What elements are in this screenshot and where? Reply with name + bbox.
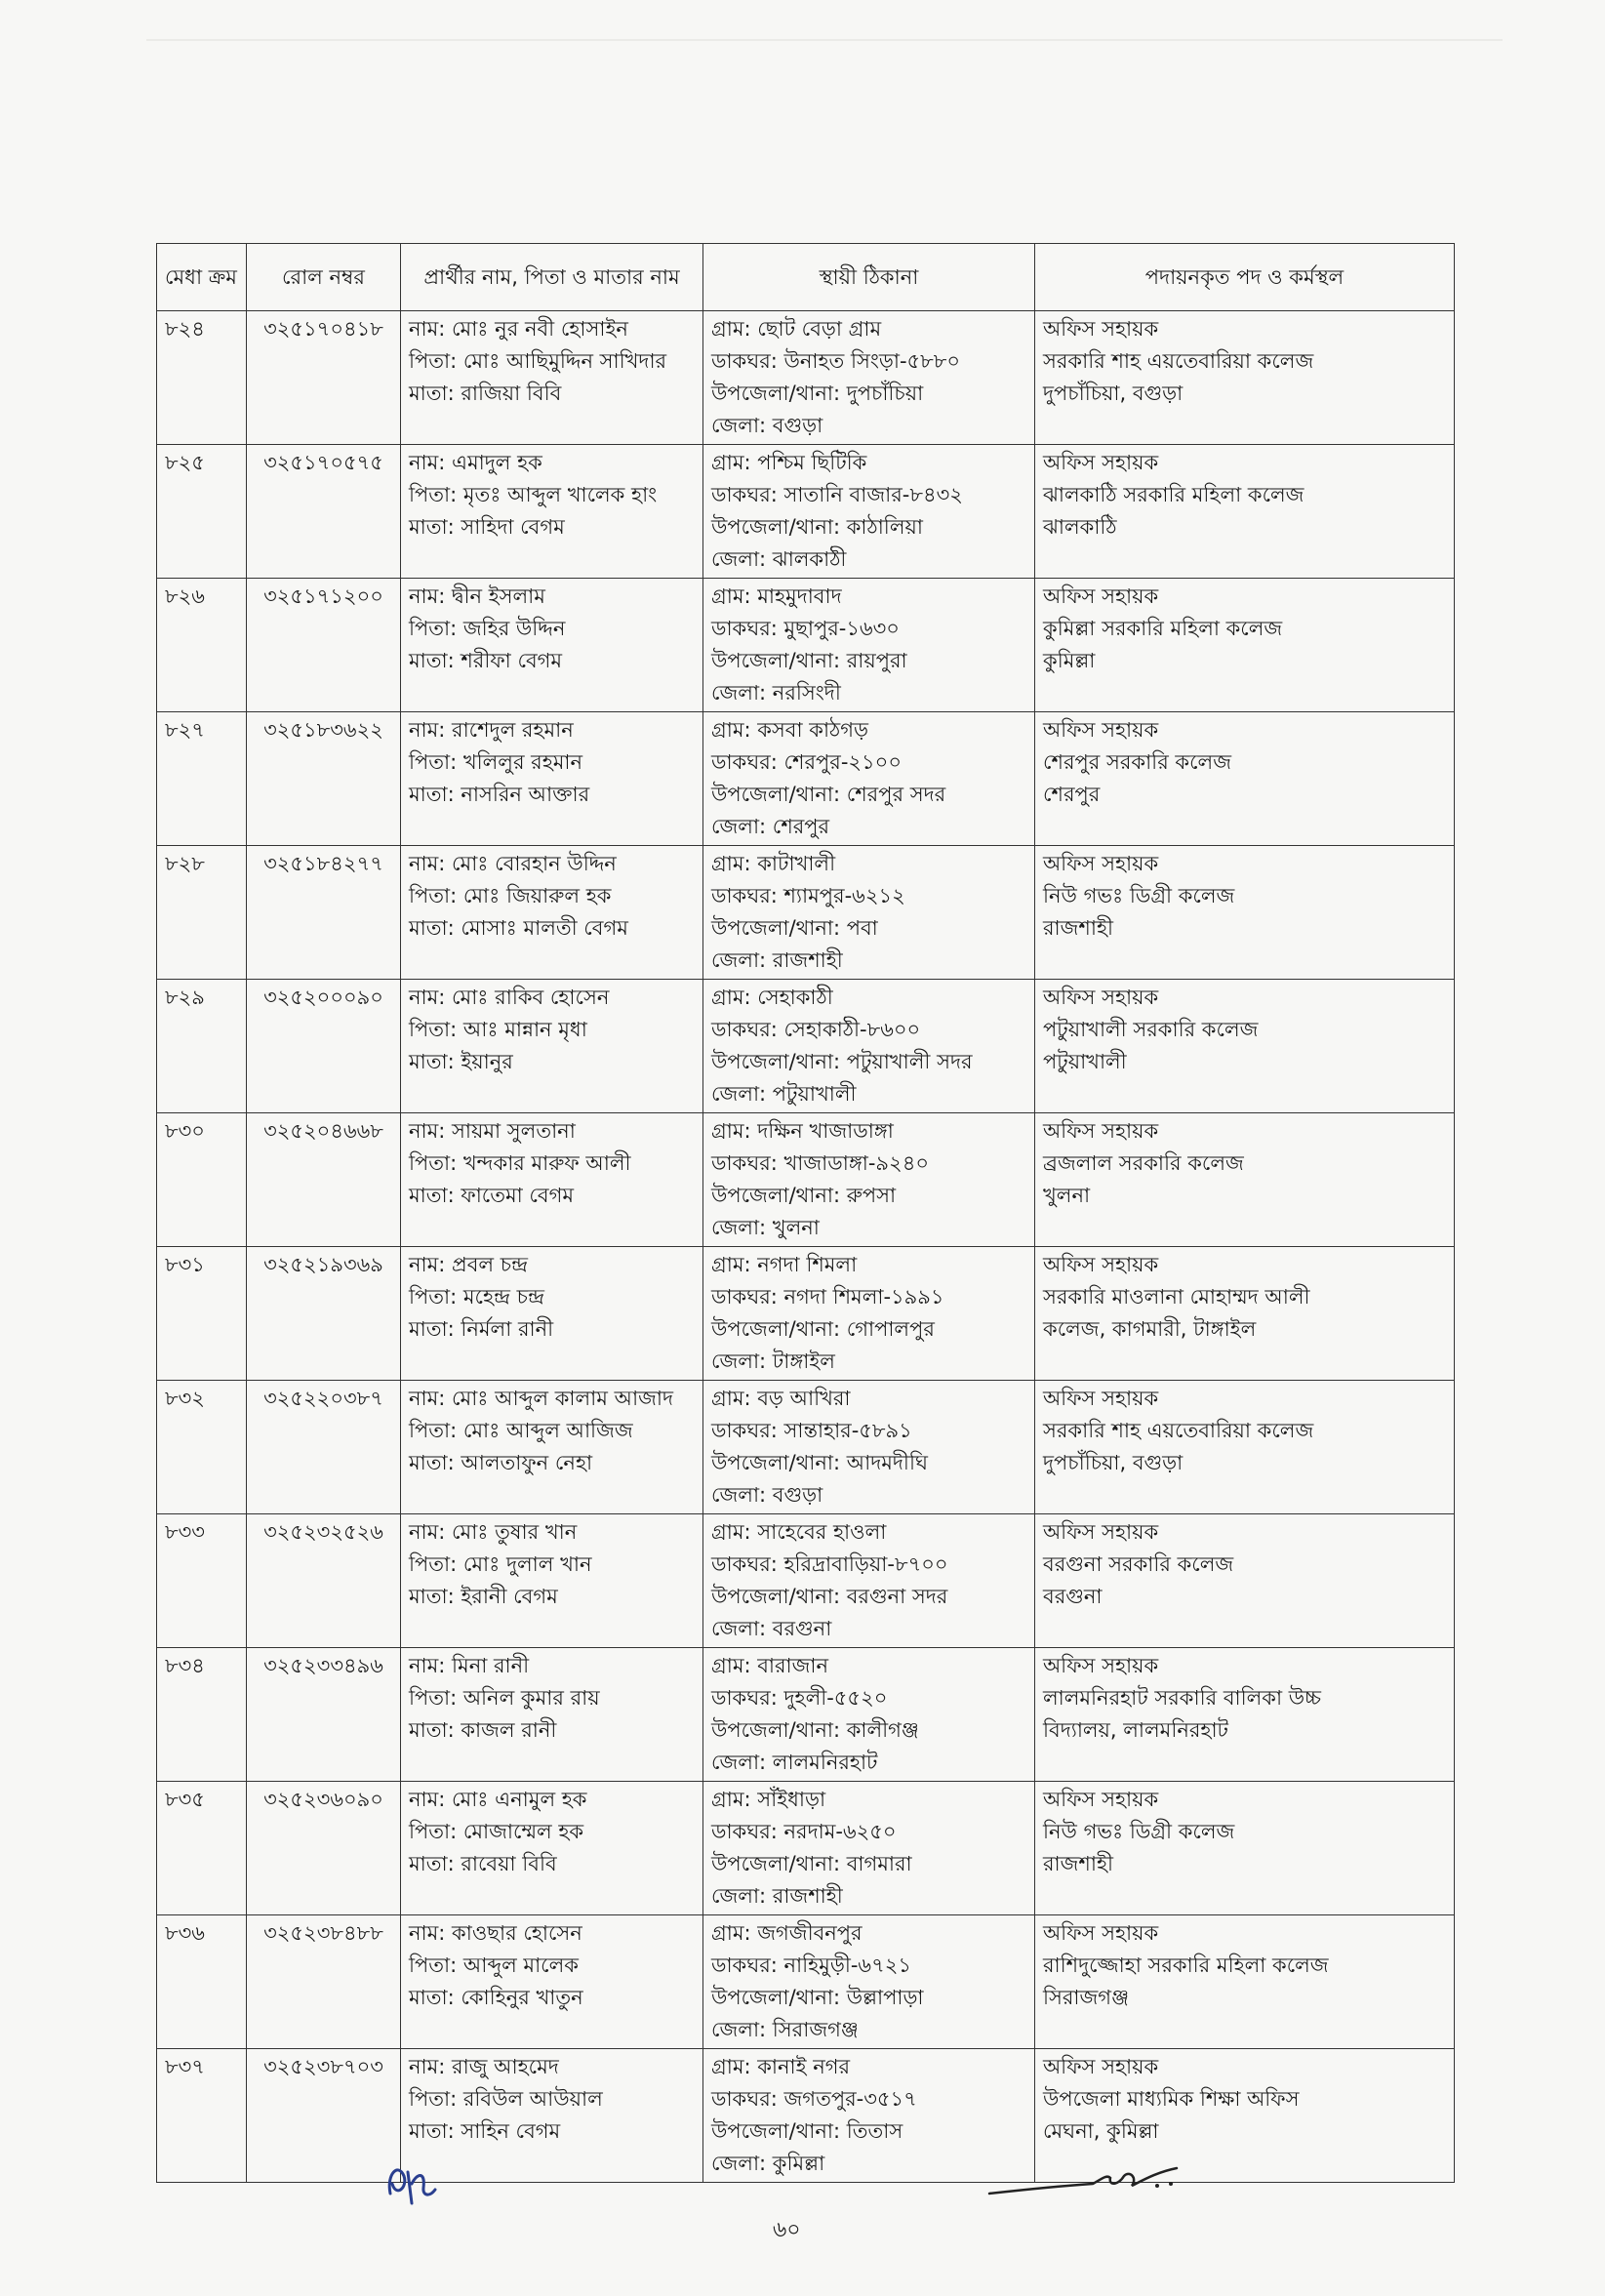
- roll-number-cell: ৩২৫২৩৬০৯০: [247, 1782, 401, 1915]
- permanent-address-line: ডাকঘর: সেহাকাঠী-৮৬০০: [711, 1018, 921, 1041]
- permanent-address-line: ডাকঘর: শেরপুর-২১০০: [711, 750, 902, 774]
- roll-number-cell: ৩২৫১৮৩৬২২: [247, 712, 401, 846]
- table-row: [157, 846, 1455, 980]
- posting-cell: [1035, 445, 1455, 579]
- posting-line: অফিস সহায়ক: [1043, 2055, 1159, 2078]
- candidate-name-line: নাম: সায়মা সুলতানা: [409, 1119, 576, 1143]
- candidate-name-line: পিতা: মোজাম্মেল হক: [409, 1820, 584, 1843]
- candidate-name-line: পিতা: খন্দকার মারুফ আলী: [409, 1151, 631, 1175]
- permanent-address-line: জেলা: রাজশাহী: [711, 948, 843, 972]
- posting-line: ঝালকাঠি সরকারি মহিলা কলেজ: [1043, 483, 1304, 506]
- permanent-address-line: উপজেলা/থানা: পটুয়াখালী সদর: [711, 1050, 973, 1073]
- permanent-address-line: জেলা: কুমিল্লা: [711, 2152, 825, 2175]
- signature-icon: [985, 2156, 1200, 2205]
- merit-serial-cell: ৮২৬: [157, 579, 247, 712]
- candidate-name-cell: [401, 846, 703, 980]
- posting-cell: [1035, 1915, 1455, 2049]
- candidate-name-cell: [401, 1514, 703, 1648]
- permanent-address-line: গ্রাম: দক্ষিন খাজাডাঙ্গা: [711, 1119, 894, 1143]
- candidate-name-line: নাম: মোঃ এনামুল হক: [409, 1788, 587, 1811]
- candidate-name-line: পিতা: আব্দুল মালেক: [409, 1954, 579, 1977]
- merit-serial-cell: ৮২৫: [157, 445, 247, 579]
- permanent-address-line: উপজেলা/থানা: গোপালপুর: [711, 1317, 935, 1341]
- permanent-address-line: জেলা: বগুড়া: [711, 1483, 823, 1507]
- posting-line: কুমিল্লা: [1043, 649, 1096, 672]
- posting-line: দুপচাঁচিয়া, বগুড়া: [1043, 382, 1184, 405]
- posting-line: উপজেলা মাধ্যমিক শিক্ষা অফিস: [1043, 2087, 1300, 2111]
- permanent-address-cell: [703, 445, 1035, 579]
- merit-serial-cell: ৮৩৫: [157, 1782, 247, 1915]
- roll-number-cell: ৩২৫২৩৮৭০৩: [247, 2049, 401, 2183]
- header-serial: মেধা ক্রম: [157, 244, 247, 311]
- merit-serial-cell: ৮৩২: [157, 1381, 247, 1514]
- posting-line: রাজশাহী: [1043, 1852, 1113, 1875]
- posting-cell: [1035, 1381, 1455, 1514]
- permanent-address-cell: [703, 1247, 1035, 1381]
- candidate-name-line: মাতা: নাসরিন আক্তার: [409, 783, 590, 806]
- candidate-name-cell: [401, 980, 703, 1113]
- roll-number-cell: ৩২৫২২০৩৮৭: [247, 1381, 401, 1514]
- permanent-address-line: ডাকঘর: নগদা শিমলা-১৯৯১: [711, 1285, 944, 1309]
- candidate-name-cell: [401, 712, 703, 846]
- candidate-name-cell: [401, 579, 703, 712]
- permanent-address-line: গ্রাম: সাঁইধাড়া: [711, 1788, 826, 1811]
- roll-number-cell: ৩২৫১৮৪২৭৭: [247, 846, 401, 980]
- candidate-name-line: নাম: রাজু আহমেদ: [409, 2055, 559, 2078]
- posting-cell: [1035, 1648, 1455, 1782]
- roll-number-cell: ৩২৫২৩২৫২৬: [247, 1514, 401, 1648]
- candidate-name-line: পিতা: মোঃ আব্দুল আজিজ: [409, 1419, 633, 1442]
- candidate-name-line: পিতা: মোঃ দুলাল খান: [409, 1552, 592, 1576]
- posting-line: বরগুনা সরকারি কলেজ: [1043, 1552, 1234, 1576]
- roll-number-cell: ৩২৫২৩৮৪৮৮: [247, 1915, 401, 2049]
- permanent-address-line: জেলা: সিরাজগঞ্জ: [711, 2018, 859, 2041]
- candidate-name-line: পিতা: খলিলুর রহমান: [409, 750, 583, 774]
- permanent-address-line: ডাকঘর: হরিদ্রাবাড়িয়া-৮৭০০: [711, 1552, 948, 1576]
- permanent-address-cell: [703, 1514, 1035, 1648]
- posting-cell: [1035, 1514, 1455, 1648]
- candidate-name-line: পিতা: অনিল কুমার রায়: [409, 1686, 600, 1710]
- permanent-address-line: গ্রাম: বড় আখিরা: [711, 1387, 851, 1410]
- roll-number-cell: ৩২৫২০০০৯০: [247, 980, 401, 1113]
- permanent-address-line: ডাকঘর: সাতানি বাজার-৮৪৩২: [711, 483, 963, 506]
- candidate-name-line: মাতা: শরীফা বেগম: [409, 649, 563, 672]
- page-number: ৬০: [773, 2218, 801, 2242]
- header-posting: পদায়নকৃত পদ ও কর্মস্থল: [1035, 244, 1455, 311]
- posting-line: কুমিল্লা সরকারি মহিলা কলেজ: [1043, 617, 1283, 640]
- table-row: [157, 1648, 1455, 1782]
- permanent-address-line: গ্রাম: পশ্চিম ছিটিকি: [711, 451, 867, 474]
- table-body: [157, 311, 1455, 2183]
- permanent-address-line: গ্রাম: কানাই নগর: [711, 2055, 851, 2078]
- merit-serial-cell: ৮৩৪: [157, 1648, 247, 1782]
- table-row: [157, 1915, 1455, 2049]
- posting-cell: [1035, 311, 1455, 445]
- candidate-name-cell: [401, 1915, 703, 2049]
- permanent-address-line: গ্রাম: বারাজান: [711, 1654, 829, 1677]
- candidate-name-line: মাতা: সাহিন বেগম: [409, 2119, 561, 2143]
- posting-line: অফিস সহায়ক: [1043, 1788, 1159, 1811]
- permanent-address-line: জেলা: নরসিংদী: [711, 681, 841, 705]
- table-row: [157, 1782, 1455, 1915]
- candidate-name-line: মাতা: রাবেয়া বিবি: [409, 1852, 557, 1875]
- candidate-name-line: মাতা: ইরানী বেগম: [409, 1585, 558, 1608]
- posting-line: লালমনিরহাট সরকারি বালিকা উচ্চ: [1043, 1686, 1321, 1710]
- permanent-address-line: জেলা: রাজশাহী: [711, 1884, 843, 1908]
- posting-line: অফিস সহায়ক: [1043, 1921, 1159, 1945]
- candidate-name-cell: [401, 311, 703, 445]
- permanent-address-line: ডাকঘর: নাহিমুড়ী-৬৭২১: [711, 1954, 912, 1977]
- roll-number-cell: ৩২৫২৩৩৪৯৬: [247, 1648, 401, 1782]
- table-row: [157, 445, 1455, 579]
- roll-number-cell: ৩২৫২১৯৩৬৯: [247, 1247, 401, 1381]
- posting-line: খুলনা: [1043, 1184, 1091, 1207]
- posting-line: পটুয়াখালী সরকারি কলেজ: [1043, 1018, 1259, 1041]
- posting-line: রাজশাহী: [1043, 916, 1113, 940]
- permanent-address-line: ডাকঘর: মুছাপুর-১৬৩০: [711, 617, 900, 640]
- merit-serial-cell: ৮৩১: [157, 1247, 247, 1381]
- roll-number-cell: ৩২৫১৭১২০০: [247, 579, 401, 712]
- posting-line: রাশিদুজ্জোহা সরকারি মহিলা কলেজ: [1043, 1954, 1329, 1977]
- permanent-address-line: ডাকঘর: সান্তাহার-৫৮৯১: [711, 1419, 912, 1442]
- candidate-name-line: নাম: এমাদুল হক: [409, 451, 542, 474]
- posting-cell: [1035, 980, 1455, 1113]
- candidate-name-line: নাম: মোঃ তুষার খান: [409, 1520, 578, 1544]
- permanent-address-line: জেলা: বগুড়া: [711, 414, 823, 437]
- posting-cell: [1035, 1113, 1455, 1247]
- header-roll: রোল নম্বর: [247, 244, 401, 311]
- candidate-name-line: পিতা: মোঃ আছিমুদ্দিন সাখিদার: [409, 349, 667, 373]
- candidate-name-cell: [401, 1648, 703, 1782]
- permanent-address-cell: [703, 1648, 1035, 1782]
- candidate-name-line: নাম: মোঃ নুর নবী হোসাইন: [409, 317, 628, 341]
- candidate-name-cell: [401, 1113, 703, 1247]
- candidate-name-line: পিতা: মৃতঃ আব্দুল খালেক হাং: [409, 483, 658, 506]
- permanent-address-line: উপজেলা/থানা: উল্লাপাড়া: [711, 1986, 924, 2009]
- merit-serial-cell: ৮৩৭: [157, 2049, 247, 2183]
- permanent-address-cell: [703, 980, 1035, 1113]
- posting-line: সরকারি মাওলানা মোহাম্মদ আলী: [1043, 1285, 1310, 1309]
- permanent-address-cell: [703, 712, 1035, 846]
- posting-line: সরকারি শাহ এয়তেবারিয়া কলেজ: [1043, 1419, 1314, 1442]
- permanent-address-line: জেলা: খুলনা: [711, 1216, 820, 1239]
- posting-line: অফিস সহায়ক: [1043, 1520, 1159, 1544]
- candidate-name-line: পিতা: রবিউল আউয়াল: [409, 2087, 603, 2111]
- table-row: [157, 1514, 1455, 1648]
- posting-line: অফিস সহায়ক: [1043, 1253, 1159, 1276]
- permanent-address-line: উপজেলা/থানা: কাঠালিয়া: [711, 515, 923, 539]
- permanent-address-cell: [703, 1915, 1035, 2049]
- header-name: প্রার্থীর নাম, পিতা ও মাতার নাম: [401, 244, 703, 311]
- posting-line: বরগুনা: [1043, 1585, 1103, 1608]
- posting-cell: [1035, 846, 1455, 980]
- permanent-address-line: গ্রাম: সাহেবের হাওলা: [711, 1520, 887, 1544]
- posting-line: অফিস সহায়ক: [1043, 584, 1159, 608]
- table-header-row: [157, 244, 1455, 311]
- permanent-address-line: উপজেলা/থানা: তিতাস: [711, 2119, 903, 2143]
- table-row: [157, 311, 1455, 445]
- candidate-name-line: মাতা: ফাতেমা বেগম: [409, 1184, 575, 1207]
- permanent-address-line: উপজেলা/থানা: বাগমারা: [711, 1852, 912, 1875]
- candidate-name-line: নাম: কাওছার হোসেন: [409, 1921, 582, 1945]
- candidate-name-line: নাম: মোঃ বোরহান উদ্দিন: [409, 852, 617, 875]
- permanent-address-line: গ্রাম: কসবা কাঠগড়: [711, 718, 869, 742]
- candidate-name-line: মাতা: নির্মলা রানী: [409, 1317, 554, 1341]
- posting-line: নিউ গভঃ ডিগ্রী কলেজ: [1043, 1820, 1235, 1843]
- permanent-address-line: উপজেলা/থানা: আদমদীঘি: [711, 1451, 928, 1474]
- permanent-address-line: গ্রাম: কাটাখালী: [711, 852, 836, 875]
- candidate-name-line: নাম: দ্বীন ইসলাম: [409, 584, 545, 608]
- permanent-address-line: উপজেলা/থানা: বরগুনা সদর: [711, 1585, 948, 1608]
- permanent-address-line: উপজেলা/থানা: রুপসা: [711, 1184, 897, 1207]
- posting-cell: [1035, 579, 1455, 712]
- permanent-address-line: উপজেলা/থানা: দুপচাঁচিয়া: [711, 382, 924, 405]
- permanent-address-line: উপজেলা/থানা: পবা: [711, 916, 878, 940]
- merit-serial-cell: ৮২৮: [157, 846, 247, 980]
- posting-line: দুপচাঁচিয়া, বগুড়া: [1043, 1451, 1184, 1474]
- merit-list-table: [156, 243, 1455, 2183]
- permanent-address-line: জেলা: লালমনিরহাট: [711, 1751, 878, 1774]
- posting-cell: [1035, 1247, 1455, 1381]
- candidate-name-cell: [401, 445, 703, 579]
- candidate-name-line: নাম: রাশেদুল রহমান: [409, 718, 574, 742]
- permanent-address-line: ডাকঘর: খাজাডাঙ্গা-৯২৪০: [711, 1151, 929, 1175]
- merit-serial-cell: ৮২৭: [157, 712, 247, 846]
- candidate-name-cell: [401, 1782, 703, 1915]
- permanent-address-cell: [703, 1381, 1035, 1514]
- merit-serial-cell: ৮৩৬: [157, 1915, 247, 2049]
- candidate-name-line: নাম: মোঃ রাকিব হোসেন: [409, 986, 610, 1009]
- roll-number-cell: ৩২৫২০৪৬৬৮: [247, 1113, 401, 1247]
- permanent-address-line: ডাকঘর: শ্যামপুর-৬২১২: [711, 884, 905, 907]
- posting-line: অফিস সহায়ক: [1043, 1119, 1159, 1143]
- posting-line: বিদ্যালয়, লালমনিরহাট: [1043, 1718, 1228, 1742]
- permanent-address-cell: [703, 1782, 1035, 1915]
- permanent-address-cell: [703, 1113, 1035, 1247]
- initial-signature-icon: [379, 2155, 447, 2213]
- permanent-address-line: গ্রাম: ছোট বেড়া গ্রাম: [711, 317, 882, 341]
- posting-cell: [1035, 712, 1455, 846]
- posting-cell: [1035, 1782, 1455, 1915]
- candidate-name-line: মাতা: ইয়ানুর: [409, 1050, 513, 1073]
- permanent-address-line: ডাকঘর: নরদাম-৬২৫০: [711, 1820, 897, 1843]
- permanent-address-line: জেলা: ঝালকাঠী: [711, 547, 847, 571]
- posting-line: ব্রজলাল সরকারি কলেজ: [1043, 1151, 1244, 1175]
- merit-serial-cell: ৮৩০: [157, 1113, 247, 1247]
- permanent-address-cell: [703, 579, 1035, 712]
- permanent-address-line: গ্রাম: জগজীবনপুর: [711, 1921, 863, 1945]
- posting-line: মেঘনা, কুমিল্লা: [1043, 2119, 1159, 2143]
- posting-line: সিরাজগঞ্জ: [1043, 1986, 1130, 2009]
- posting-line: অফিস সহায়ক: [1043, 852, 1159, 875]
- candidate-name-line: নাম: মিনা রানী: [409, 1654, 530, 1677]
- posting-line: কলেজ, কাগমারী, টাঙ্গাইল: [1043, 1317, 1257, 1341]
- posting-line: অফিস সহায়ক: [1043, 718, 1159, 742]
- posting-line: সরকারি শাহ এয়তেবারিয়া কলেজ: [1043, 349, 1314, 373]
- roll-number-cell: ৩২৫১৭০৫৭৫: [247, 445, 401, 579]
- candidate-name-line: পিতা: জহির উদ্দিন: [409, 617, 566, 640]
- candidate-name-line: পিতা: মহেন্দ্র চন্দ্র: [409, 1285, 544, 1309]
- permanent-address-line: গ্রাম: নগদা শিমলা: [711, 1253, 858, 1276]
- candidate-name-line: মাতা: সাহিদা বেগম: [409, 515, 565, 539]
- permanent-address-line: জেলা: টাঙ্গাইল: [711, 1349, 835, 1373]
- permanent-address-line: গ্রাম: মাহমুদাবাদ: [711, 584, 842, 608]
- permanent-address-line: জেলা: বরগুনা: [711, 1617, 832, 1640]
- table-row: [157, 1381, 1455, 1514]
- posting-line: অফিস সহায়ক: [1043, 986, 1159, 1009]
- merit-serial-cell: ৮২৪: [157, 311, 247, 445]
- permanent-address-line: উপজেলা/থানা: কালীগঞ্জ: [711, 1718, 919, 1742]
- candidate-name-line: মাতা: কাজল রানী: [409, 1718, 557, 1742]
- scan-bleed-through: [146, 0, 1503, 41]
- posting-line: পটুয়াখালী: [1043, 1050, 1127, 1073]
- candidate-name-line: মাতা: আলতাফুন নেহা: [409, 1451, 593, 1474]
- table-row: [157, 2049, 1455, 2183]
- header-address: স্থায়ী ঠিকানা: [703, 244, 1035, 311]
- posting-line: নিউ গভঃ ডিগ্রী কলেজ: [1043, 884, 1235, 907]
- candidate-name-line: মাতা: রাজিয়া বিবি: [409, 382, 562, 405]
- candidate-name-cell: [401, 1381, 703, 1514]
- permanent-address-line: গ্রাম: সেহাকাঠী: [711, 986, 833, 1009]
- posting-line: শেরপুর সরকারি কলেজ: [1043, 750, 1231, 774]
- posting-line: অফিস সহায়ক: [1043, 1387, 1159, 1410]
- roll-number-cell: ৩২৫১৭০৪১৮: [247, 311, 401, 445]
- permanent-address-line: উপজেলা/থানা: শেরপুর সদর: [711, 783, 946, 806]
- permanent-address-line: ডাকঘর: উনাহত সিংড়া-৫৮৮০: [711, 349, 961, 373]
- candidate-name-line: পিতা: মোঃ জিয়ারুল হক: [409, 884, 612, 907]
- candidate-name-line: মাতা: মোসাঃ মালতী বেগম: [409, 916, 628, 940]
- permanent-address-line: ডাকঘর: দুহলী-৫৫২০: [711, 1686, 888, 1710]
- table-row: [157, 1247, 1455, 1381]
- posting-line: অফিস সহায়ক: [1043, 317, 1159, 341]
- posting-line: অফিস সহায়ক: [1043, 451, 1159, 474]
- permanent-address-cell: [703, 846, 1035, 980]
- permanent-address-line: জেলা: পটুয়াখালী: [711, 1082, 857, 1106]
- permanent-address-cell: [703, 311, 1035, 445]
- table-row: [157, 980, 1455, 1113]
- candidate-name-line: নাম: মোঃ আব্দুল কালাম আজাদ: [409, 1387, 674, 1410]
- merit-serial-cell: ৮৩৩: [157, 1514, 247, 1648]
- candidate-name-line: পিতা: আঃ মান্নান মৃধা: [409, 1018, 587, 1041]
- table-row: [157, 1113, 1455, 1247]
- permanent-address-line: উপজেলা/থানা: রায়পুরা: [711, 649, 907, 672]
- posting-line: শেরপুর: [1043, 783, 1101, 806]
- merit-serial-cell: ৮২৯: [157, 980, 247, 1113]
- posting-line: ঝালকাঠি: [1043, 515, 1117, 539]
- permanent-address-line: জেলা: শেরপুর: [711, 815, 830, 838]
- candidate-name-line: মাতা: কোহিনুর খাতুন: [409, 1986, 583, 2009]
- table-row: [157, 579, 1455, 712]
- table-row: [157, 712, 1455, 846]
- permanent-address-line: ডাকঘর: জগতপুর-৩৫১৭: [711, 2087, 917, 2111]
- candidate-name-line: নাম: প্রবল চন্দ্র: [409, 1253, 529, 1276]
- candidate-name-cell: [401, 1247, 703, 1381]
- posting-line: অফিস সহায়ক: [1043, 1654, 1159, 1677]
